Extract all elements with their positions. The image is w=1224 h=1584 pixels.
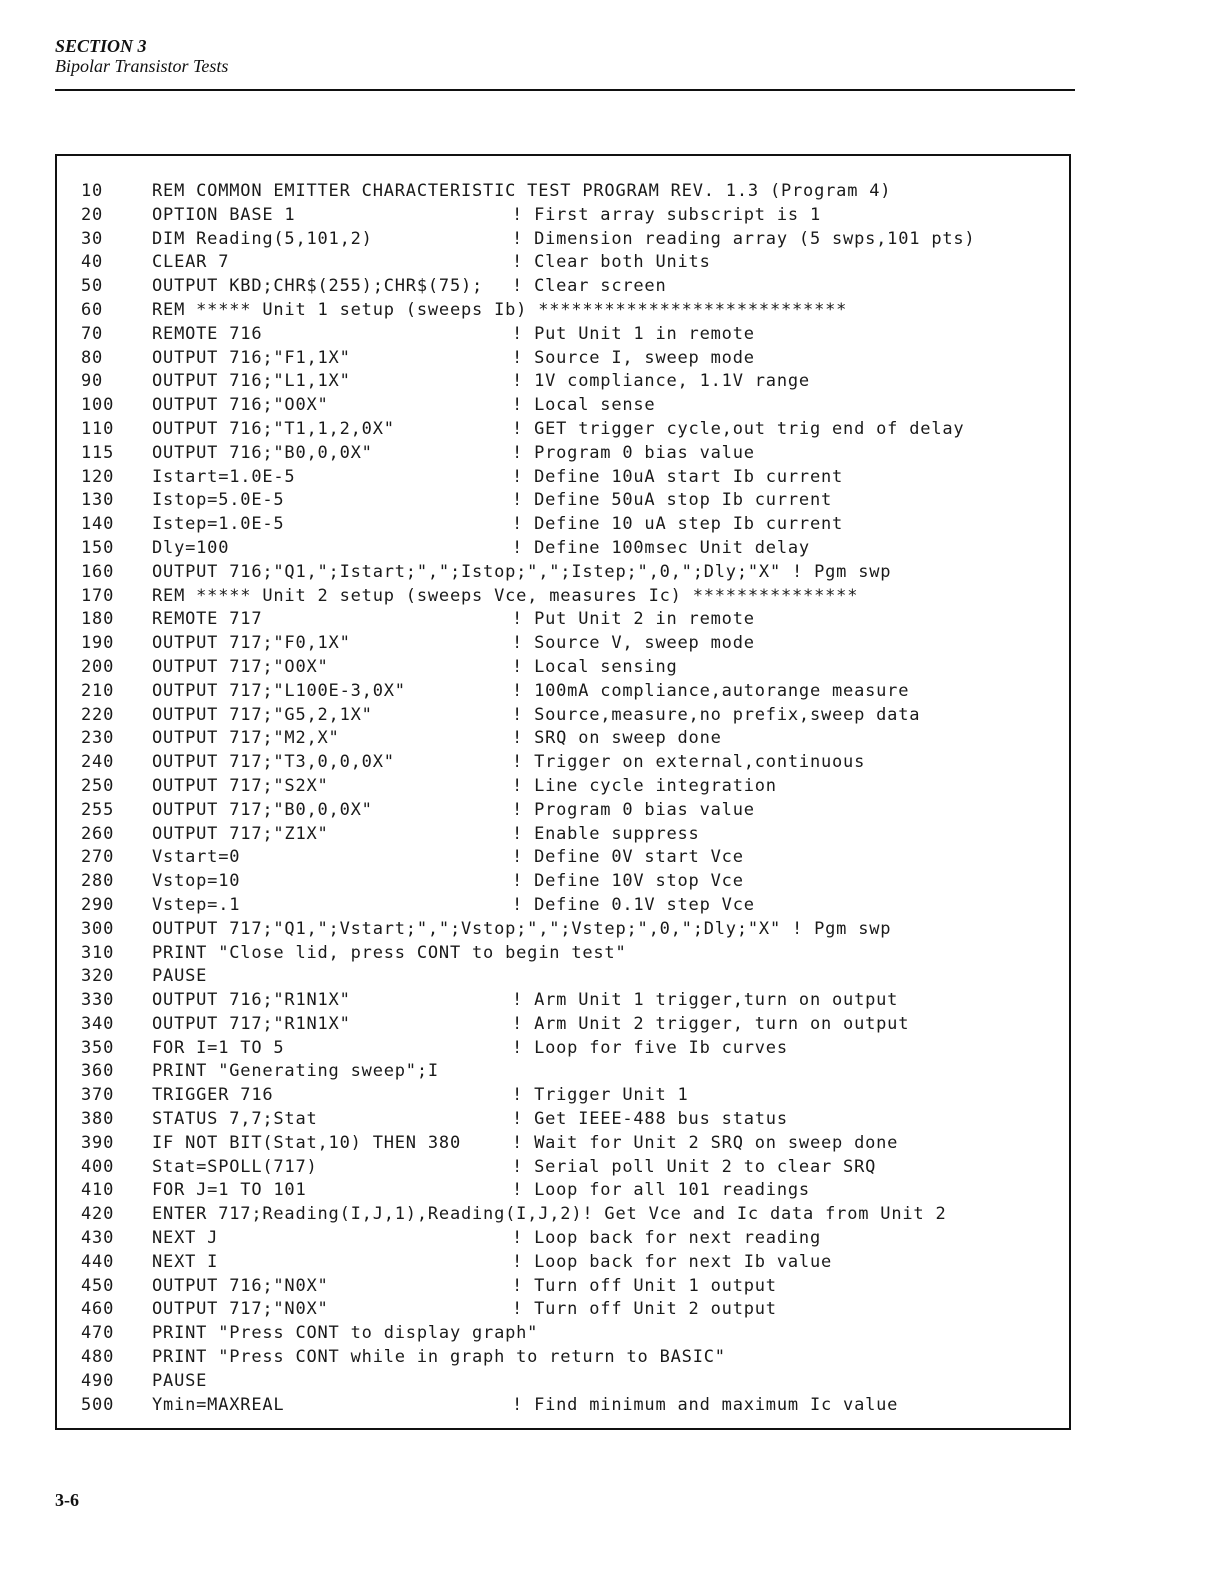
code-statement: OUTPUT 716;"Q1,";Istart;",";Istop;",";Istep;",0,";Dly;"X" ! Pgm swp bbox=[152, 561, 892, 582]
code-statement: FOR I=1 TO 5 bbox=[152, 1037, 285, 1058]
code-line bbox=[81, 727, 1061, 751]
code-statement: NEXT I bbox=[152, 1251, 219, 1272]
code-statement: Stat=SPOLL(717) bbox=[152, 1156, 318, 1177]
line-number: 480 bbox=[81, 1347, 115, 1368]
code-statement: OUTPUT 717;"Z1X" bbox=[152, 823, 329, 844]
code-line bbox=[81, 180, 1061, 204]
code-line bbox=[81, 751, 1061, 775]
code-line bbox=[81, 442, 1061, 466]
code-line bbox=[81, 1037, 1061, 1061]
code-line bbox=[81, 918, 1061, 942]
code-comment: ! Put Unit 1 in remote bbox=[512, 323, 755, 344]
line-number: 460 bbox=[81, 1299, 115, 1320]
code-line bbox=[81, 608, 1061, 632]
code-comment: ! Local sensing bbox=[512, 656, 678, 677]
section-title: SECTION 3 bbox=[55, 36, 147, 56]
line-number: 440 bbox=[81, 1251, 115, 1272]
line-number: 350 bbox=[81, 1037, 115, 1058]
line-number: 190 bbox=[81, 633, 115, 654]
code-line bbox=[81, 251, 1061, 275]
program-listing bbox=[81, 180, 1061, 1417]
code-statement: PRINT "Press CONT to display graph" bbox=[152, 1323, 539, 1344]
code-line bbox=[81, 1179, 1061, 1203]
code-comment: ! Trigger Unit 1 bbox=[512, 1085, 689, 1106]
code-line bbox=[81, 799, 1061, 823]
code-line bbox=[81, 370, 1061, 394]
line-number: 200 bbox=[81, 656, 115, 677]
code-statement: OUTPUT 717;"F0,1X" bbox=[152, 633, 351, 654]
line-number: 40 bbox=[81, 252, 104, 273]
code-statement: OUTPUT 716;"F1,1X" bbox=[152, 347, 351, 368]
code-statement: REMOTE 716 bbox=[152, 323, 263, 344]
code-statement: IF NOT BIT(Stat,10) THEN 380 bbox=[152, 1132, 461, 1153]
line-number: 80 bbox=[81, 347, 104, 368]
code-line bbox=[81, 1346, 1061, 1370]
code-statement: OUTPUT 717;"B0,0,0X" bbox=[152, 799, 373, 820]
code-statement: Vstop=10 bbox=[152, 871, 241, 892]
line-number: 250 bbox=[81, 775, 115, 796]
code-statement: Vstep=.1 bbox=[152, 894, 241, 915]
code-line bbox=[81, 1060, 1061, 1084]
code-statement: OUTPUT 716;"R1N1X" bbox=[152, 990, 351, 1011]
code-statement: CLEAR 7 bbox=[152, 252, 230, 273]
code-comment: ! Line cycle integration bbox=[512, 775, 777, 796]
program-listing-box bbox=[55, 154, 1071, 1430]
code-statement: ENTER 717;Reading(I,J,1),Reading(I,J,2)! Get Vce and Ic data from Unit 2 bbox=[152, 1204, 947, 1225]
line-number: 130 bbox=[81, 490, 115, 511]
code-comment: ! Dimension reading array (5 swps,101 pts) bbox=[512, 228, 976, 249]
code-comment: ! Loop for five Ib curves bbox=[512, 1037, 788, 1058]
code-statement: OUTPUT 717;"R1N1X" bbox=[152, 1013, 351, 1034]
line-number: 380 bbox=[81, 1109, 115, 1130]
line-number: 260 bbox=[81, 823, 115, 844]
code-comment: ! SRQ on sweep done bbox=[512, 728, 722, 749]
code-comment: ! Arm Unit 2 trigger, turn on output bbox=[512, 1013, 910, 1034]
code-comment: ! GET trigger cycle,out trig end of delay bbox=[512, 418, 965, 439]
line-number: 70 bbox=[81, 323, 104, 344]
code-comment: ! Loop for all 101 readings bbox=[512, 1180, 810, 1201]
line-number: 90 bbox=[81, 371, 104, 392]
code-comment: ! First array subscript is 1 bbox=[512, 204, 821, 225]
section-subtitle: Bipolar Transistor Tests bbox=[55, 56, 229, 76]
code-comment: ! Define 10 uA step Ib current bbox=[512, 514, 844, 535]
line-number: 450 bbox=[81, 1275, 115, 1296]
code-statement: PRINT "Press CONT while in graph to return to BASIC" bbox=[152, 1347, 726, 1368]
line-number: 60 bbox=[81, 299, 104, 320]
code-comment: ! Source,measure,no prefix,sweep data bbox=[512, 704, 921, 725]
code-line bbox=[81, 1203, 1061, 1227]
code-line bbox=[81, 680, 1061, 704]
code-line bbox=[81, 228, 1061, 252]
code-comment: ! Define 0.1V step Vce bbox=[512, 894, 755, 915]
line-number: 115 bbox=[81, 442, 115, 463]
line-number: 170 bbox=[81, 585, 115, 606]
code-line bbox=[81, 846, 1061, 870]
line-number: 420 bbox=[81, 1204, 115, 1225]
code-line bbox=[81, 823, 1061, 847]
code-statement: TRIGGER 716 bbox=[152, 1085, 274, 1106]
line-number: 150 bbox=[81, 537, 115, 558]
line-number: 310 bbox=[81, 942, 115, 963]
line-number: 100 bbox=[81, 395, 115, 416]
line-number: 290 bbox=[81, 894, 115, 915]
line-number: 20 bbox=[81, 204, 104, 225]
code-statement: OUTPUT 717;"G5,2,1X" bbox=[152, 704, 373, 725]
code-line bbox=[81, 775, 1061, 799]
line-number: 270 bbox=[81, 847, 115, 868]
code-line bbox=[81, 704, 1061, 728]
code-comment: ! Program 0 bias value bbox=[512, 442, 755, 463]
code-line bbox=[81, 275, 1061, 299]
code-statement: Istep=1.0E-5 bbox=[152, 514, 285, 535]
line-number: 160 bbox=[81, 561, 115, 582]
code-comment: ! Find minimum and maximum Ic value bbox=[512, 1394, 899, 1415]
code-statement: OUTPUT 717;"N0X" bbox=[152, 1299, 329, 1320]
code-line bbox=[81, 1370, 1061, 1394]
code-statement: OUTPUT 716;"L1,1X" bbox=[152, 371, 351, 392]
code-line bbox=[81, 561, 1061, 585]
code-statement: PRINT "Close lid, press CONT to begin test" bbox=[152, 942, 627, 963]
code-statement: OUTPUT 717;"Q1,";Vstart;",";Vstop;",";Vstep;",0,";Dly;"X" ! Pgm swp bbox=[152, 918, 892, 939]
code-statement: NEXT J bbox=[152, 1228, 219, 1249]
section-header bbox=[55, 36, 228, 76]
code-statement: DIM Reading(5,101,2) bbox=[152, 228, 373, 249]
code-statement: OUTPUT 716;"T1,1,2,0X" bbox=[152, 418, 395, 439]
code-line bbox=[81, 870, 1061, 894]
code-comment: ! Define 50uA stop Ib current bbox=[512, 490, 833, 511]
line-number: 30 bbox=[81, 228, 104, 249]
code-line bbox=[81, 537, 1061, 561]
code-comment: ! Define 10V stop Vce bbox=[512, 871, 744, 892]
code-statement: OUTPUT 717;"M2,X" bbox=[152, 728, 340, 749]
line-number: 120 bbox=[81, 466, 115, 487]
code-line bbox=[81, 632, 1061, 656]
code-comment: ! Loop back for next Ib value bbox=[512, 1251, 833, 1272]
code-line bbox=[81, 656, 1061, 680]
code-line bbox=[81, 394, 1061, 418]
code-statement: Vstart=0 bbox=[152, 847, 241, 868]
code-comment: ! Put Unit 2 in remote bbox=[512, 609, 755, 630]
line-number: 390 bbox=[81, 1132, 115, 1153]
code-statement: OUTPUT 717;"S2X" bbox=[152, 775, 329, 796]
code-statement: OUTPUT KBD;CHR$(255);CHR$(75); bbox=[152, 276, 484, 297]
code-statement: OUTPUT 717;"L100E-3,0X" bbox=[152, 680, 406, 701]
code-line bbox=[81, 1132, 1061, 1156]
code-line bbox=[81, 942, 1061, 966]
line-number: 300 bbox=[81, 918, 115, 939]
header-rule bbox=[55, 89, 1075, 91]
code-statement: PAUSE bbox=[152, 1370, 208, 1391]
code-statement: Ymin=MAXREAL bbox=[152, 1394, 285, 1415]
line-number: 255 bbox=[81, 799, 115, 820]
line-number: 320 bbox=[81, 966, 115, 987]
line-number: 240 bbox=[81, 752, 115, 773]
code-statement: PRINT "Generating sweep";I bbox=[152, 1061, 439, 1082]
code-statement: Istop=5.0E-5 bbox=[152, 490, 285, 511]
line-number: 230 bbox=[81, 728, 115, 749]
code-line bbox=[81, 1394, 1061, 1418]
code-statement: REM ***** Unit 1 setup (sweeps Ib) **************************** bbox=[152, 299, 848, 320]
line-number: 500 bbox=[81, 1394, 115, 1415]
code-comment: ! Trigger on external,continuous bbox=[512, 752, 866, 773]
line-number: 430 bbox=[81, 1228, 115, 1249]
code-comment: ! Clear both Units bbox=[512, 252, 711, 273]
code-line bbox=[81, 1108, 1061, 1132]
code-line bbox=[81, 1322, 1061, 1346]
line-number: 410 bbox=[81, 1180, 115, 1201]
line-number: 210 bbox=[81, 680, 115, 701]
code-statement: FOR J=1 TO 101 bbox=[152, 1180, 307, 1201]
code-comment: ! Wait for Unit 2 SRQ on sweep done bbox=[512, 1132, 899, 1153]
code-line bbox=[81, 466, 1061, 490]
line-number: 50 bbox=[81, 276, 104, 297]
code-line bbox=[81, 1275, 1061, 1299]
line-number: 10 bbox=[81, 181, 104, 201]
code-comment: ! Arm Unit 1 trigger,turn on output bbox=[512, 990, 899, 1011]
line-number: 400 bbox=[81, 1156, 115, 1177]
code-line bbox=[81, 204, 1061, 228]
line-number: 490 bbox=[81, 1370, 115, 1391]
code-line bbox=[81, 1298, 1061, 1322]
code-statement: Istart=1.0E-5 bbox=[152, 466, 296, 487]
code-line bbox=[81, 418, 1061, 442]
code-comment: ! 1V compliance, 1.1V range bbox=[512, 371, 810, 392]
code-line bbox=[81, 1084, 1061, 1108]
code-comment: ! Define 10uA start Ib current bbox=[512, 466, 844, 487]
code-line bbox=[81, 989, 1061, 1013]
code-comment: ! Define 100msec Unit delay bbox=[512, 537, 810, 558]
page-number: 3-6 bbox=[55, 1490, 79, 1510]
code-comment: ! Enable suppress bbox=[512, 823, 700, 844]
code-comment: ! Get IEEE-488 bus status bbox=[512, 1109, 788, 1130]
line-number: 340 bbox=[81, 1013, 115, 1034]
line-number: 110 bbox=[81, 418, 115, 439]
code-comment: ! Clear screen bbox=[512, 276, 667, 297]
code-line bbox=[81, 489, 1061, 513]
line-number: 470 bbox=[81, 1323, 115, 1344]
code-statement: OUTPUT 717;"O0X" bbox=[152, 656, 329, 677]
code-comment: ! Turn off Unit 1 output bbox=[512, 1275, 777, 1296]
code-statement: STATUS 7,7;Stat bbox=[152, 1109, 318, 1130]
line-number: 330 bbox=[81, 990, 115, 1011]
code-statement: OUTPUT 717;"T3,0,0,0X" bbox=[152, 752, 395, 773]
code-comment: ! 100mA compliance,autorange measure bbox=[512, 680, 910, 701]
line-number: 280 bbox=[81, 871, 115, 892]
code-line bbox=[81, 513, 1061, 537]
code-statement: OUTPUT 716;"B0,0,0X" bbox=[152, 442, 373, 463]
code-line bbox=[81, 347, 1061, 371]
code-line bbox=[81, 1227, 1061, 1251]
code-statement: OPTION BASE 1 bbox=[152, 204, 296, 225]
code-statement: REM ***** Unit 2 setup (sweeps Vce, measures Ic) *************** bbox=[152, 585, 859, 606]
line-number: 370 bbox=[81, 1085, 115, 1106]
line-number: 180 bbox=[81, 609, 115, 630]
code-comment: ! Source I, sweep mode bbox=[512, 347, 755, 368]
code-line bbox=[81, 1156, 1061, 1180]
line-number: 360 bbox=[81, 1061, 115, 1082]
code-comment: ! Serial poll Unit 2 to clear SRQ bbox=[512, 1156, 877, 1177]
code-line bbox=[81, 965, 1061, 989]
code-line bbox=[81, 323, 1061, 347]
code-statement: OUTPUT 716;"O0X" bbox=[152, 395, 329, 416]
line-number: 220 bbox=[81, 704, 115, 725]
code-comment: ! Loop back for next reading bbox=[512, 1228, 821, 1249]
code-comment: ! Define 0V start Vce bbox=[512, 847, 744, 868]
code-comment: ! Source V, sweep mode bbox=[512, 633, 755, 654]
code-comment: ! Turn off Unit 2 output bbox=[512, 1299, 777, 1320]
code-comment: ! Program 0 bias value bbox=[512, 799, 755, 820]
line-number: 140 bbox=[81, 514, 115, 535]
code-line bbox=[81, 299, 1061, 323]
code-statement: REMOTE 717 bbox=[152, 609, 263, 630]
code-line bbox=[81, 1251, 1061, 1275]
code-line bbox=[81, 894, 1061, 918]
code-line bbox=[81, 585, 1061, 609]
code-comment: ! Local sense bbox=[512, 395, 656, 416]
code-line bbox=[81, 1013, 1061, 1037]
code-statement: PAUSE bbox=[152, 966, 208, 987]
code-statement: OUTPUT 716;"N0X" bbox=[152, 1275, 329, 1296]
code-statement: Dly=100 bbox=[152, 537, 230, 558]
code-statement: REM COMMON EMITTER CHARACTERISTIC TEST PROGRAM REV. 1.3 (Program 4) bbox=[152, 181, 892, 201]
